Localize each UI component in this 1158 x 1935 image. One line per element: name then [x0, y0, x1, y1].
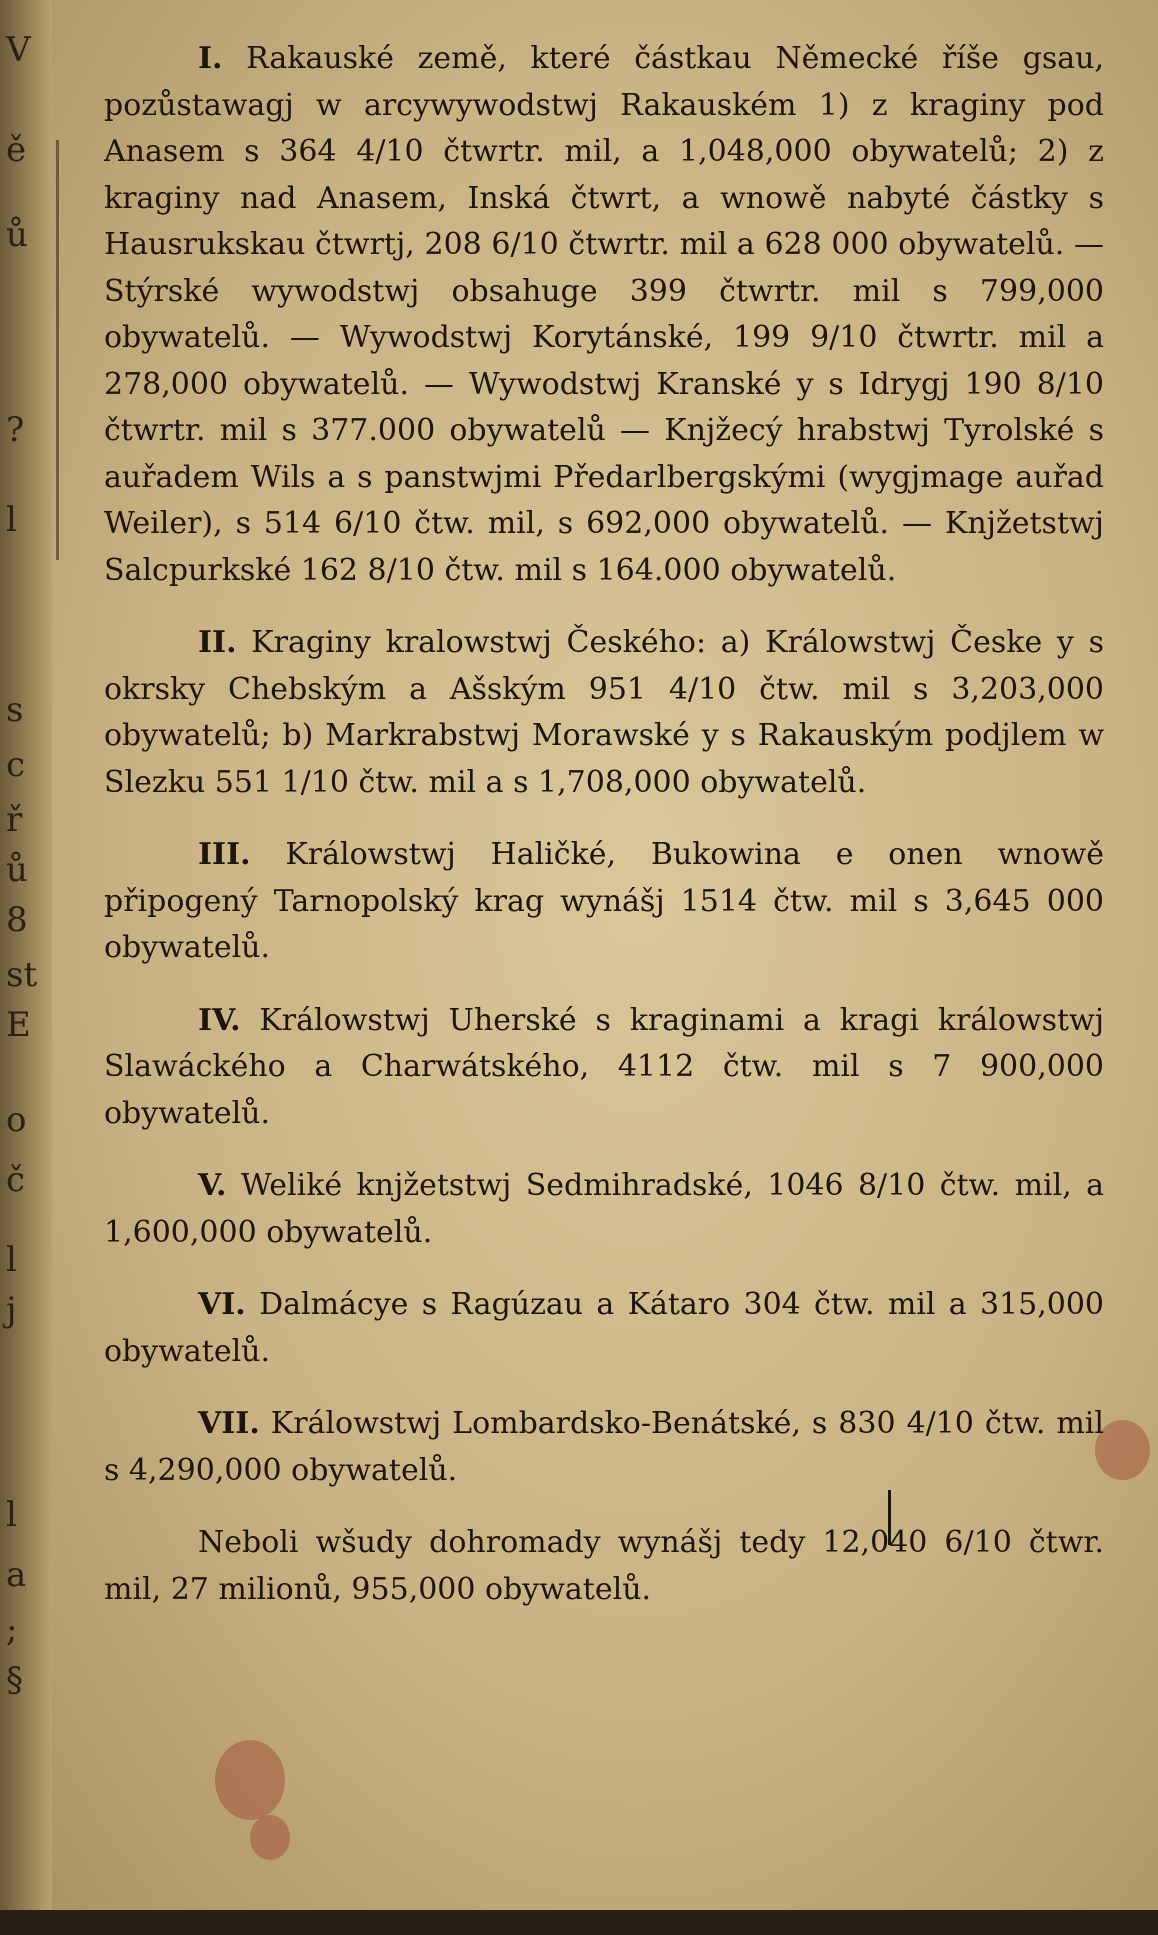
page-bottom-edge	[0, 1910, 1158, 1935]
paragraph-2	[104, 620, 1104, 806]
paragraph-text: Kraginy kralowstwj Českého: a) Králowstwj Česke y s okrsky Chebským a Ašským 951 4/10 čtw. mil s 3,203,000 obywatelů; b) Markrabstwj Morawské y s Rakauským podjlem w Slezku 551 1/10 čtw. mil a s 1,708,000 obywatelů.	[104, 625, 1104, 800]
paragraph-5	[104, 1163, 1104, 1256]
gutter-letter: §	[6, 1660, 23, 1700]
paragraph-text: Králowstwj Lombardsko-Benátské, s 830 4/10 čtw. mil s 4,290,000 obywatelů.	[104, 1406, 1104, 1488]
gutter-letter: j	[6, 1290, 17, 1330]
paragraph-number: VI.	[198, 1287, 246, 1322]
paragraph-text: Králowstwj Haličké, Bukowina e onen wnowě připogený Tarnopolský krag wynášj 1514 čtw. mil s 3,645 000 obywatelů.	[104, 837, 1104, 965]
paragraph-number: I.	[198, 41, 223, 76]
gutter-letter: l	[6, 1240, 17, 1280]
paragraph-total	[104, 1520, 1104, 1613]
gutter-letter: l	[6, 1495, 17, 1535]
gutter-letter: c	[6, 745, 26, 785]
paragraph-number: II.	[198, 625, 237, 660]
gutter-letter: č	[6, 1160, 26, 1200]
gutter-letter: ě	[6, 130, 27, 170]
document-body	[104, 36, 1104, 1639]
paragraph-3	[104, 832, 1104, 972]
paragraph-text: Rakauské země, které částkau Německé říše gsau, pozůstawagj w arcywywodstwj Rakauském 1) z kraginy pod Anasem s 364 4/10 čtwrtr. mil, a 1,048,000 obywatelů; 2) z kraginy nad Anasem, Inská čtwrt, a wnowě nabyté částky s Hausrukskau čtwrtj, 208 6/10 čtwrtr. mil a 628 000 obywatelů. — Stýrské wywodstwj obsahuge 399 čtwrtr. mil s 799,000 obywatelů. — Wywodstwj Korytánské, 199 9/10 čtwrtr. mil a 278,000 obywatelů. — Wywodstwj Kranské y s Idrygj 190 8/10 čtwrtr. mil s 377.000 obywatelů — Knjžecý hrabstwj Tyrolské s auřadem Wils a s panstwjmi Předarlbergskými (wygjmage auřad Weiler), s 514 6/10 čtw. mil, s 692,000 obywatelů. — Knjžetstwj Salcpurkské 162 8/10 čtw. mil s 164.000 obywatelů.	[104, 41, 1104, 588]
paragraph-number: V.	[198, 1168, 227, 1203]
gutter-letter: V	[6, 30, 31, 70]
ink-stain	[250, 1815, 290, 1860]
gutter-letter: st	[6, 955, 38, 995]
gutter-letter: s	[6, 690, 24, 730]
gutter-letter: ů	[6, 215, 28, 255]
gutter-letter: o	[6, 1100, 27, 1140]
gutter-letter: ů	[6, 850, 28, 890]
paragraph-number: IV.	[198, 1002, 241, 1038]
binding-gutter	[0, 0, 52, 1935]
gutter-fragments	[0, 0, 52, 1935]
paragraph-6	[104, 1282, 1104, 1375]
paragraph-text: Dalmácye s Ragúzau a Kátaro 304 čtw. mil a 315,000 obywatelů.	[104, 1287, 1104, 1369]
paragraph-text: Weliké knjžetstwj Sedmihradské, 1046 8/10 čtw. mil, a 1,600,000 obywatelů.	[104, 1168, 1104, 1250]
gutter-letter: l	[6, 500, 17, 540]
gutter-letter: 8	[6, 900, 28, 940]
paragraph-1	[104, 36, 1104, 594]
margin-rule	[56, 140, 59, 560]
gutter-letter: ř	[6, 800, 23, 840]
paragraph-number: III.	[198, 837, 251, 872]
paragraph-7	[104, 1401, 1104, 1494]
gutter-letter: E	[6, 1005, 31, 1045]
ink-stain	[215, 1740, 285, 1820]
paragraph-text: Králowstwj Uherské s kraginami a kragi králowstwj Slawáckého a Charwátského, 4112 čtw. mil s 7 900,000 obywatelů.	[104, 1002, 1104, 1131]
paragraph-4	[104, 998, 1104, 1138]
paragraph-text: Neboli wšudy dohromady wynášj tedy 12,040 6/10 čtwr. mil, 27 milionů, 955,000 obywatelů.	[104, 1525, 1104, 1607]
gutter-letter: ;	[6, 1610, 18, 1650]
gutter-letter: a	[6, 1555, 27, 1595]
gutter-letter: ?	[6, 410, 25, 450]
paragraph-number: VII.	[198, 1406, 260, 1441]
